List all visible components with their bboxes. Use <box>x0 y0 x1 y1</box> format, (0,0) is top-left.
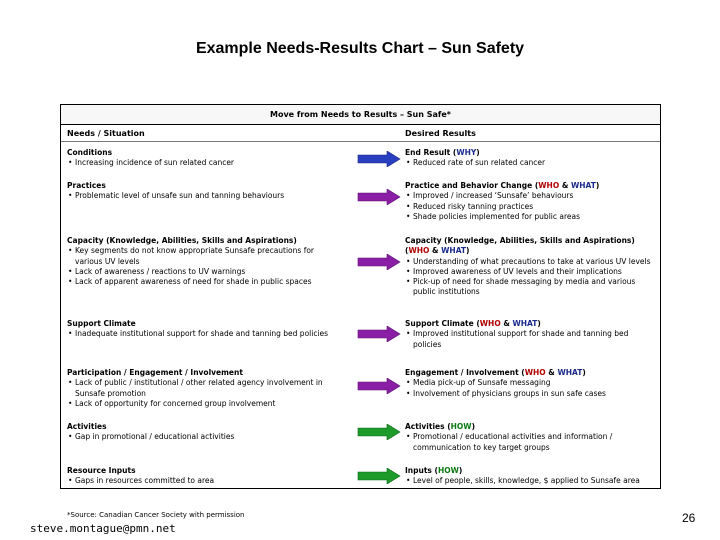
purple-arrow-icon <box>357 378 401 394</box>
results-title: Support Climate (WHO & WHAT) <box>405 319 541 328</box>
needs-cell <box>67 368 341 409</box>
source-footnote: *Source: Canadian Cancer Society with permission <box>67 511 245 519</box>
needs-bullet: • Increasing incidence of sun related cancer <box>67 158 341 168</box>
results-title: End Result (WHY) <box>405 148 480 157</box>
purple-arrow-icon <box>357 326 401 342</box>
results-title: Activities (HOW) <box>405 422 475 431</box>
results-cell <box>405 236 655 298</box>
who-tag: WHO <box>538 181 560 190</box>
header-divider <box>61 141 660 142</box>
purple-arrow-icon <box>357 254 401 270</box>
needs-title: Resource Inputs <box>67 466 136 475</box>
slide-title: Example Needs-Results Chart – Sun Safety <box>195 40 525 57</box>
green-arrow-icon <box>357 468 401 484</box>
needs-bullet: • Inadequate institutional support for shade and tanning bed policies <box>67 329 341 339</box>
needs-cell <box>67 148 341 169</box>
results-title: Capacity (Knowledge, Abilities, Skills and Aspirations) (WHO & WHAT) <box>405 236 635 256</box>
results-bullet: • Improved awareness of UV levels and their implications <box>405 267 655 277</box>
what-tag: WHAT <box>441 246 467 256</box>
blue-arrow-icon <box>357 151 401 167</box>
results-bullet: • Involvement of physicians groups in sun safe cases <box>405 389 655 399</box>
results-column-header: Desired Results <box>405 129 476 138</box>
results-title: Inputs (HOW) <box>405 466 463 475</box>
results-bullet: • Promotional / educational activities and information / communication to key target groups <box>405 432 655 453</box>
needs-bullet: • Lack of opportunity for concerned group involvement <box>67 399 341 409</box>
chart-header: Move from Needs to Results – Sun Safe* <box>61 105 660 125</box>
needs-bullet: • Key segments do not know appropriate Sunsafe precautions for various UV levels <box>67 246 341 267</box>
needs-bullet: • Lack of apparent awareness of need for shade in public spaces <box>67 277 341 287</box>
needs-bullet: • Problematic level of unsafe sun and tanning behaviours <box>67 191 341 201</box>
results-bullet: • Improved institutional support for shade and tanning bed policies <box>405 329 655 350</box>
purple-arrow-icon <box>357 189 401 205</box>
results-title: Engagement / Involvement (WHO & WHAT) <box>405 368 586 377</box>
needs-bullet: • Gap in promotional / educational activities <box>67 432 341 442</box>
results-bullet: • Improved / increased ‘Sunsafe’ behaviours <box>405 191 655 201</box>
page-number: 26 <box>682 511 696 525</box>
needs-bullet: • Lack of awareness / reactions to UV warnings <box>67 267 341 277</box>
results-cell <box>405 368 655 399</box>
needs-column-header: Needs / Situation <box>67 129 145 138</box>
needs-title: Conditions <box>67 148 113 157</box>
needs-title: Activities <box>67 422 107 431</box>
what-tag: WHAT <box>570 181 596 190</box>
results-cell <box>405 422 655 453</box>
author-email: steve.montague@pmn.net <box>30 522 176 535</box>
who-tag: WHO <box>408 246 430 256</box>
needs-cell <box>67 181 341 202</box>
results-bullet: • Media pick-up of Sunsafe messaging <box>405 378 655 388</box>
what-tag: WHAT <box>512 319 538 328</box>
how-tag: HOW <box>450 422 472 431</box>
needs-title: Support Climate <box>67 319 136 328</box>
needs-cell <box>67 466 341 487</box>
needs-results-chart <box>60 104 661 519</box>
results-bullet: • Level of people, skills, knowledge, $ applied to Sunsafe area <box>405 476 655 486</box>
results-bullet: • Reduced rate of sun related cancer <box>405 158 655 168</box>
results-cell <box>405 466 655 487</box>
results-cell <box>405 148 655 169</box>
needs-cell <box>67 422 341 443</box>
results-cell <box>405 181 655 222</box>
who-tag: WHO <box>524 368 546 377</box>
what-tag: WHAT <box>557 368 583 377</box>
why-tag: WHY <box>456 148 477 157</box>
who-tag: WHO <box>479 319 501 328</box>
results-bullet: • Understanding of what precautions to take at various UV levels <box>405 257 655 267</box>
needs-title: Practices <box>67 181 106 190</box>
results-title: Practice and Behavior Change (WHO & WHAT) <box>405 181 600 190</box>
results-bullet: • Shade policies implemented for public areas <box>405 212 655 222</box>
needs-bullet: • Lack of public / institutional / other related agency involvement in Sunsafe promotion <box>67 378 341 399</box>
needs-title: Participation / Engagement / Involvement <box>67 368 243 377</box>
needs-bullet: • Gaps in resources committed to area <box>67 476 341 486</box>
needs-cell <box>67 319 341 340</box>
green-arrow-icon <box>357 424 401 440</box>
results-bullet: • Pick-up of need for shade messaging by media and various public institutions <box>405 277 655 298</box>
how-tag: HOW <box>437 466 459 475</box>
results-cell <box>405 319 655 350</box>
needs-cell <box>67 236 341 287</box>
results-bullet: • Reduced risky tanning practices <box>405 202 655 212</box>
needs-title: Capacity (Knowledge, Abilities, Skills and Aspirations) <box>67 236 297 245</box>
